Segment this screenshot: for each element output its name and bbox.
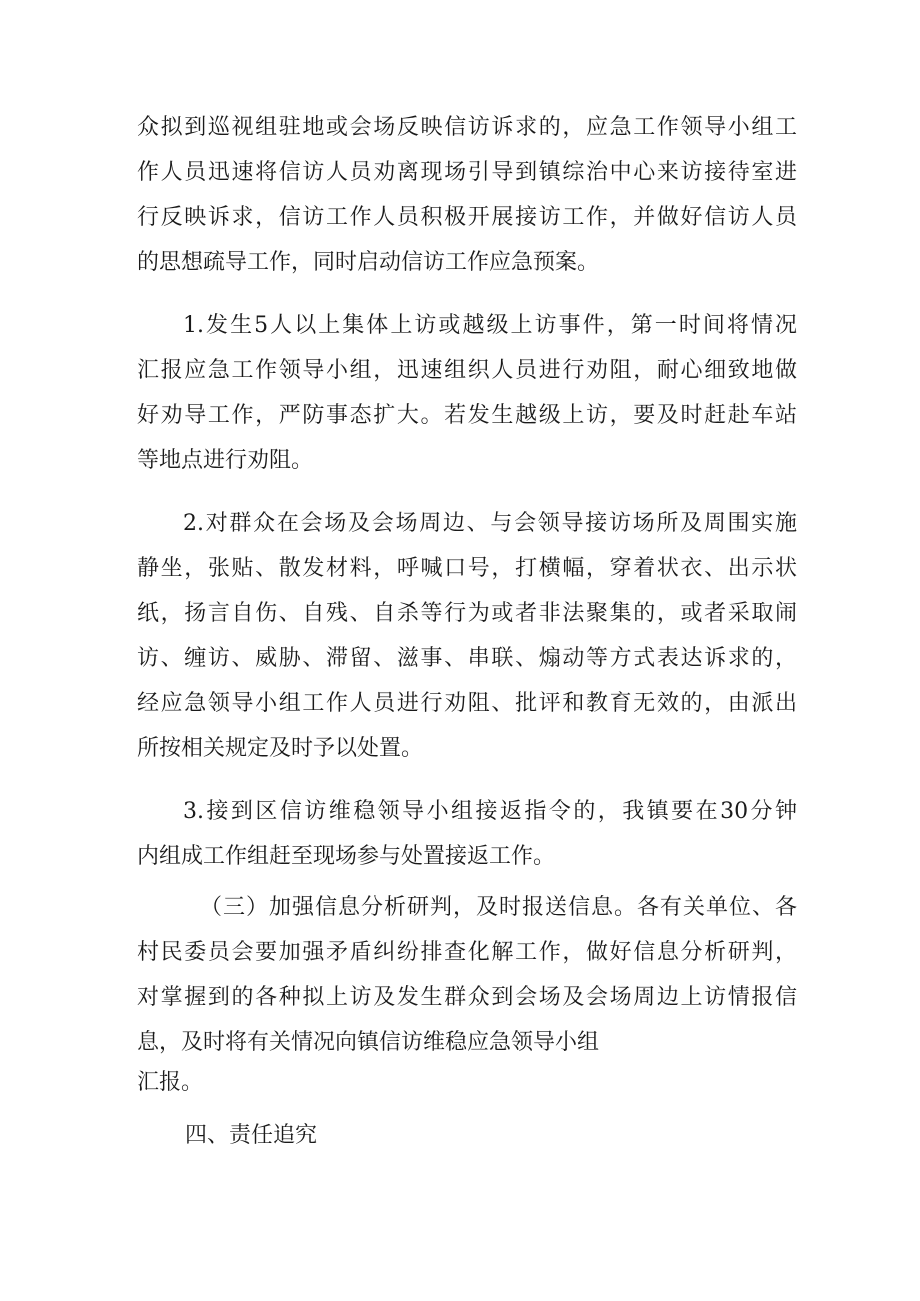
list-item-line: 等地点进行劝阻。 — [137, 448, 314, 473]
list-item-line: 经应急领导小组工作人员进行劝阻、批评和教育无效的，由派出 — [137, 691, 797, 716]
section-line: 村民委员会要加强矛盾纠纷排查化解工作，做好信息分析研判， — [137, 940, 797, 965]
list-item-line: 静坐，张贴、散发材料，呼喊口号，打横幅，穿着状衣、出示状 — [137, 556, 797, 581]
paragraph-line: 众拟到巡视组驻地或会场反映信访诉求的，应急工作领导小组工 — [137, 115, 797, 140]
section-line: 对掌握到的各种拟上访及发生群众到会场及会场周边上访情报信 — [137, 985, 797, 1010]
list-item-line: 内组成工作组赶至现场参与处置接返工作。 — [137, 844, 556, 869]
list-item-line: 好劝导工作，严防事态扩大。若发生越级上访，要及时赶赴车站 — [137, 403, 797, 428]
paragraph-line: 行反映诉求，信访工作人员积极开展接访工作，并做好信访人员 — [137, 205, 797, 230]
list-item-line: 纸，扬言自伤、自残、自杀等行为或者非法聚集的，或者采取闹 — [137, 601, 797, 626]
section-line: （三）加强信息分析研判，及时报送信息。各有关单位、各 — [200, 895, 797, 920]
paragraph-line: 作人员迅速将信访人员劝离现场引导到镇综治中心来访接待室进 — [137, 160, 797, 185]
list-item-line: 1.发生5人以上集体上访或越级上访事件，第一时间将情况 — [183, 313, 797, 338]
section-line: 汇报。 — [137, 1070, 204, 1095]
section-heading: 四、责任追究 — [185, 1123, 318, 1148]
section-line: 息，及时将有关情况向镇信访维稳应急领导小组 — [137, 1030, 600, 1055]
list-item-line: 所按相关规定及时予以处置。 — [137, 736, 424, 761]
list-item-line: 访、缠访、威胁、滞留、滋事、串联、煽动等方式表达诉求的， — [137, 646, 797, 671]
list-item-line: 3.接到区信访维稳领导小组接返指令的，我镇要在30分钟 — [183, 799, 797, 824]
list-item-line: 汇报应急工作领导小组，迅速组织人员进行劝阻，耐心细致地做 — [137, 358, 797, 383]
list-item-line: 2.对群众在会场及会场周边、与会领导接访场所及周围实施 — [183, 511, 797, 536]
paragraph-line: 的思想疏导工作，同时启动信访工作应急预案。 — [137, 250, 600, 275]
